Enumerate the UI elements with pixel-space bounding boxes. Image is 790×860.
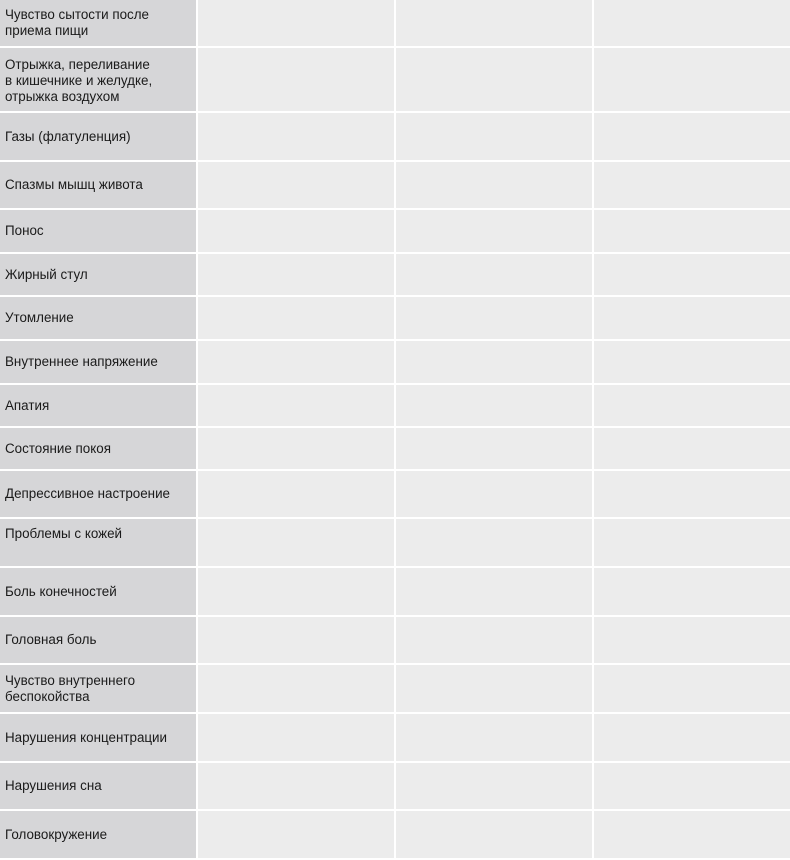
entry-cell[interactable] [592, 763, 790, 811]
symptom-label: Утомление [0, 297, 196, 341]
symptom-label: Боль конечностей [0, 568, 196, 617]
symptom-label: Головокружение [0, 811, 196, 860]
symptom-label: Спазмы мышц живота [0, 162, 196, 210]
entry-cell[interactable] [394, 471, 592, 519]
entry-cell[interactable] [394, 341, 592, 385]
entry-cell[interactable] [394, 0, 592, 48]
entry-cell[interactable] [196, 254, 394, 297]
entry-cell[interactable] [592, 428, 790, 471]
entry-cell[interactable] [196, 471, 394, 519]
entry-cell[interactable] [394, 48, 592, 113]
entry-cell[interactable] [196, 162, 394, 210]
entry-cell[interactable] [196, 428, 394, 471]
entry-cell[interactable] [196, 341, 394, 385]
entry-cell[interactable] [394, 617, 592, 665]
symptom-label: Апатия [0, 385, 196, 428]
entry-cell[interactable] [592, 519, 790, 568]
symptom-label: Депрессивное настроение [0, 471, 196, 519]
symptom-label: Нарушения концентрации [0, 714, 196, 763]
entry-cell[interactable] [394, 811, 592, 860]
entry-cell[interactable] [394, 428, 592, 471]
entry-cell[interactable] [592, 811, 790, 860]
entry-cell[interactable] [196, 763, 394, 811]
symptom-label: Нарушения сна [0, 763, 196, 811]
symptom-label: Чувство внутреннего беспокойства [0, 665, 196, 714]
entry-cell[interactable] [196, 113, 394, 162]
entry-cell[interactable] [196, 617, 394, 665]
symptom-label: Понос [0, 210, 196, 254]
symptom-label: Чувство сытости после приема пищи [0, 0, 196, 48]
entry-cell[interactable] [394, 297, 592, 341]
symptom-label: Газы (флатуленция) [0, 113, 196, 162]
entry-cell[interactable] [592, 714, 790, 763]
entry-cell[interactable] [592, 297, 790, 341]
entry-cell[interactable] [196, 385, 394, 428]
entry-cell[interactable] [394, 519, 592, 568]
entry-cell[interactable] [196, 568, 394, 617]
entry-cell[interactable] [592, 385, 790, 428]
entry-cell[interactable] [394, 385, 592, 428]
entry-cell[interactable] [394, 714, 592, 763]
entry-cell[interactable] [592, 568, 790, 617]
entry-cell[interactable] [394, 763, 592, 811]
symptom-label: Головная боль [0, 617, 196, 665]
entry-cell[interactable] [592, 210, 790, 254]
entry-cell[interactable] [196, 0, 394, 48]
entry-cell[interactable] [196, 811, 394, 860]
entry-cell[interactable] [196, 665, 394, 714]
entry-cell[interactable] [394, 210, 592, 254]
entry-cell[interactable] [196, 48, 394, 113]
entry-cell[interactable] [592, 617, 790, 665]
entry-cell[interactable] [196, 519, 394, 568]
entry-cell[interactable] [394, 568, 592, 617]
entry-cell[interactable] [394, 665, 592, 714]
entry-cell[interactable] [196, 714, 394, 763]
entry-cell[interactable] [196, 210, 394, 254]
entry-cell[interactable] [592, 48, 790, 113]
symptom-label: Проблемы с кожей [0, 519, 196, 568]
entry-cell[interactable] [394, 162, 592, 210]
entry-cell[interactable] [592, 341, 790, 385]
entry-cell[interactable] [196, 297, 394, 341]
entry-cell[interactable] [592, 113, 790, 162]
entry-cell[interactable] [592, 0, 790, 48]
symptom-label: Отрыжка, переливание в кишечнике и желудке, отрыжка воздухом [0, 48, 196, 113]
symptom-label: Состояние покоя [0, 428, 196, 471]
entry-cell[interactable] [592, 254, 790, 297]
symptom-label: Внутреннее напряжение [0, 341, 196, 385]
entry-cell[interactable] [394, 254, 592, 297]
entry-cell[interactable] [394, 113, 592, 162]
entry-cell[interactable] [592, 471, 790, 519]
entry-cell[interactable] [592, 665, 790, 714]
symptom-label: Жирный стул [0, 254, 196, 297]
entry-cell[interactable] [592, 162, 790, 210]
